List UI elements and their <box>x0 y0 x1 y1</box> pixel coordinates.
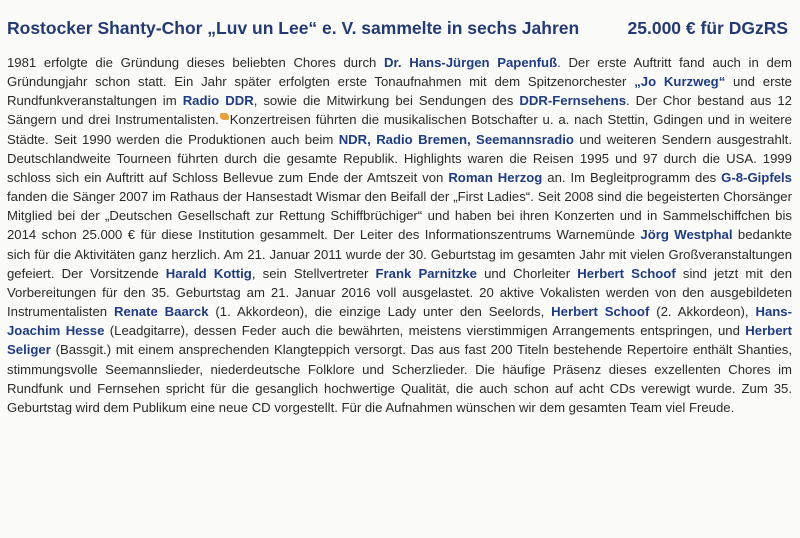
broadcaster-name: Radio DDR <box>182 93 254 109</box>
person-name: Herbert Seliger <box>7 323 793 358</box>
text-segment: (Leadgitarre), dessen Feder auch die bewährten, meistens vierstimmigen Arrangements entspringen, und <box>104 323 746 339</box>
person-name: Frank Parnitzke <box>375 265 477 281</box>
broadcaster-name: NDR, Radio Bremen, Seemannsradio <box>338 131 574 147</box>
text-segment: . Der Chor bestand aus 12 Sängern und drei Instrumentalisten. <box>7 93 792 128</box>
text-segment: und weiteren Sendern ausgestrahlt. Deutschlandweite Tourneen führten durch die gesamte Republik. Highlights waren die Reisen 1995 und 97 durch die USA. 1999 schloss sich ein Auftritt auf Schloss Bellevue zum Ende der Amtszeit von <box>7 131 792 185</box>
broadcaster-name: DDR-Fernsehens <box>519 93 626 109</box>
article-headline <box>7 17 788 39</box>
person-name: Hans-Joachim Hesse <box>7 304 792 339</box>
text-segment: (1. Akkordeon), die einzige Lady unter den Seelords, <box>208 304 552 320</box>
headline-amount: 25.000 € für DGzRS <box>627 18 788 38</box>
text-segment: fanden die Sänger 2007 im Rathaus der Hansestadt Wismar den Beifall der „First Ladies“. Seit 2008 sind die begeisterten Chorsänger Mitglied bei der „Deutschen Gesellschaft zur Rettung Schiffbrüchiger“ und haben bei ihren Konzerten und in Sammelschiffchen bis 2014 schon 25.000 € für diese Institution gesammelt. Der Leiter des Informationszentrums Warnemünde <box>7 189 792 243</box>
person-name: Roman Herzog <box>448 169 543 185</box>
text-segment: und Chorleiter <box>476 265 578 281</box>
text-segment: . Der erste Auftritt fand auch in dem Gründungjahr schon statt. Ein Jahr später erfolgten erste Tonaufnahmen mit dem Spitzenorchester <box>7 55 793 90</box>
person-name: Herbert Schoof <box>551 304 650 320</box>
person-name: Dr. Hans-Jürgen Papenfuß <box>384 55 558 70</box>
orchestra-name: „Jo Kurzweg“ <box>634 74 726 90</box>
text-segment: bedankte sich für die Aktivitäten ganz herzlich. Am 21. Januar 2011 wurde der 30. Geburtstag im gesamten Jahr mit vielen Großveranstaltungen gefeiert. Der Vorsitzende <box>7 227 792 281</box>
person-name: Herbert Schoof <box>577 265 676 281</box>
highlight-mark <box>220 113 229 120</box>
text-segment: und erste Rundfunkveranstaltungen im <box>7 74 792 109</box>
text-segment: , sein Stellvertreter <box>251 265 376 281</box>
text-segment: an. Im Begleitprogramm des <box>542 169 722 185</box>
text-segment: sind jetzt mit den Vorbereitungen für den 35. Geburtstag am 21. Januar 2016 voll ausgelastet. 20 aktive Vokalisten werden von den ausgebildeten Instrumentalisten <box>7 265 792 320</box>
text-segment: , sowie die Mitwirkung bei Sendungen des <box>253 93 520 109</box>
event-name: G-8-Gipfels <box>721 169 792 185</box>
text-segment: Konzertreisen führten die musikalischen Botschafter u. a. nach Stettin, Gdingen und in weitere Städte. Seit 1990 werden die Produktionen auch beim <box>7 112 792 147</box>
person-name: Jörg Westphal <box>640 227 733 243</box>
text-segment: (Bassgit.) mit einem ansprechenden Klangteppich versorgt. Das aus fast 200 Titeln bestehende Repertoire enthält Shanties, stimmungsvolle Seemannslieder, niederdeutsche Folklore und Scherzlieder. Die häufige Präsenz dieses exzellenten Chores im Rundfunk und Fernsehen spricht für die gesanglich hochwertige Qualität, die auch schon auf acht CDs verewigt wurde. Zum 35. Geburtstag wird dem Publikum eine neue CD vorgestellt. Für die Aufnahmen wünschen wir dem gesamten Team viel Freude. <box>7 342 792 415</box>
person-name: Renate Baarck <box>113 304 209 320</box>
person-name: Harald Kottig <box>165 265 252 281</box>
headline-main: Rostocker Shanty-Chor „Luv un Lee“ e. V. sammelte in sechs Jahren <box>7 18 580 38</box>
text-segment: 1981 erfolgte die Gründung dieses beliebten Chores durch <box>7 55 385 70</box>
article-body <box>7 53 792 417</box>
text-segment: (2. Akkordeon), <box>649 304 756 320</box>
